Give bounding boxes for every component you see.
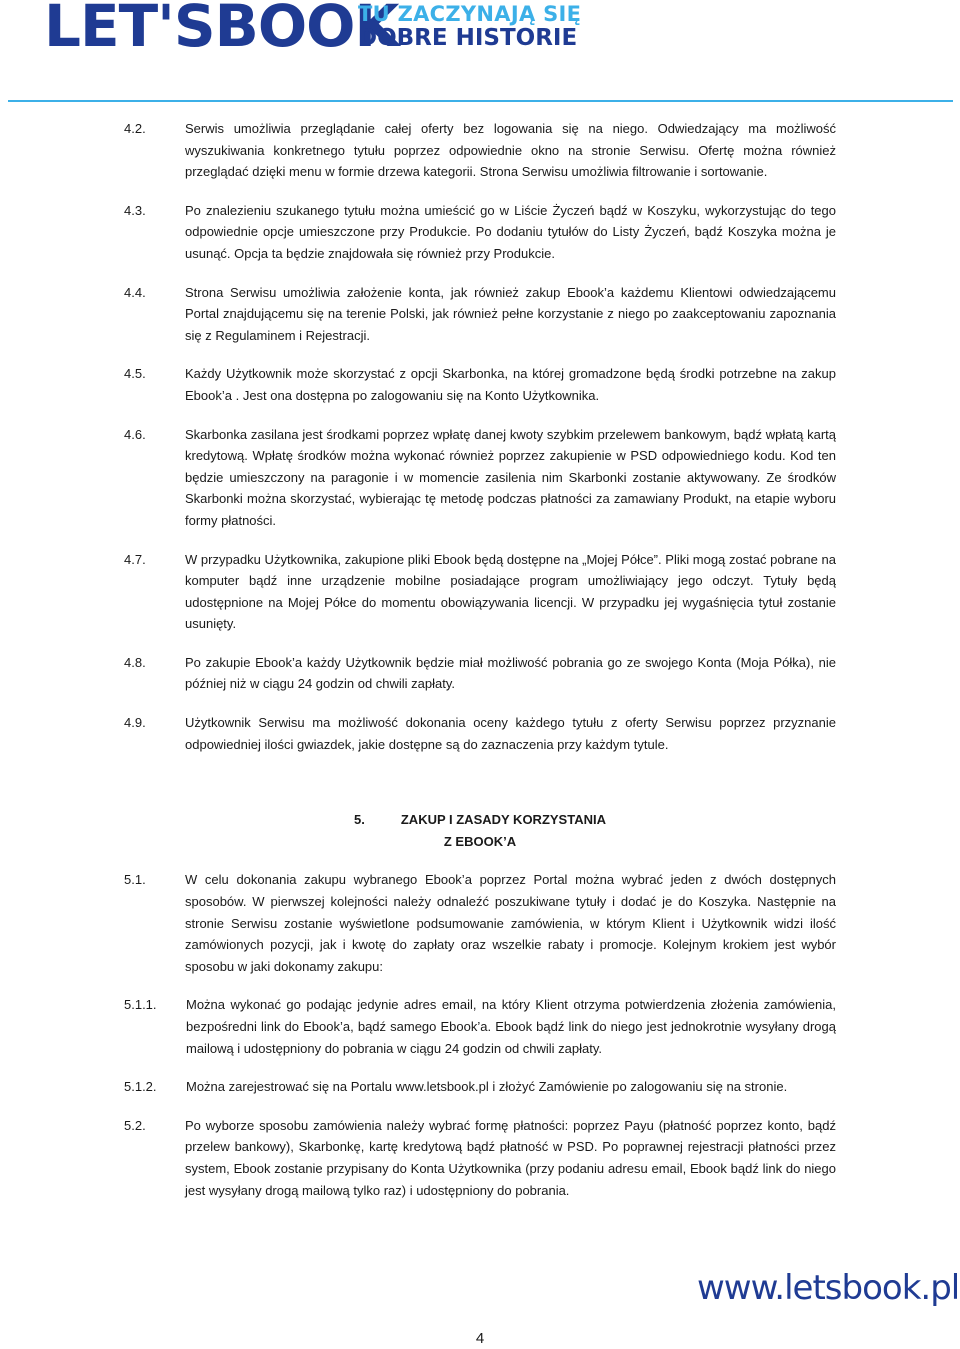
section-title-line2: Z EBOOK’A xyxy=(443,833,517,849)
header-divider xyxy=(8,100,953,102)
item-number: 4.3. xyxy=(124,202,146,218)
item-text: W przypadku Użytkownika, zakupione pliki Ebook będą dostępne na „Mojej Półce”. Pliki mogą zostać pobrane na komputer bądź inne urządzenie mobilne posiadające program umożliwiający jego odczyt. Tytuły będą udostępnione na Mojej Półce do momentu obowiązywania licencji. W przypadku jej wygaśnięcia tytuł zostanie usunięty. xyxy=(185,551,836,632)
subitems-list xyxy=(124,994,836,1097)
logo-tagline xyxy=(358,2,581,50)
list-item xyxy=(124,424,836,532)
list-item xyxy=(124,282,836,347)
item-number: 4.8. xyxy=(124,654,146,670)
list-item xyxy=(124,869,836,977)
item-text: W celu dokonania zakupu wybranego Ebook’a poprzez Portal można wybrać jeden z dwóch dostępnych sposobów. W pierwszej kolejności należy odnaleźć poszukiwane tytuły i dodać je do Koszyka. Następnie na stronie Serwisu zostanie wyświetlone podsumowanie zamówienia, w którym Klient i Użytkownik widzi ilość zamówionych pozycji, jak i kwotę do zapłaty oraz wszelkie rabaty i promocje. Kolejnym krokiem jest wybór sposobu w jaki dokonamy zakupu: xyxy=(185,872,836,974)
list-item xyxy=(124,118,836,183)
item-number: 4.4. xyxy=(124,284,146,300)
footer-url[interactable]: www.letsbook.pl xyxy=(697,1268,960,1308)
page-number: 4 xyxy=(475,1330,485,1347)
item-number: 4.7. xyxy=(124,551,146,567)
sub-list-item xyxy=(63,1076,836,1098)
item-number: 5.1. xyxy=(124,872,146,888)
item-text: Serwis umożliwia przeglądanie całej oferty bez logowania się na niego. Odwiedzający ma możliwość wyszukiwania konkretnego tytułu poprzez odpowiednie okno na stronie Serwisu. Ofertę można również przeglądać dzięki menu w formie drzewa kategorii. Strona Serwisu umożliwia filtrowanie i sortowanie. xyxy=(185,121,836,180)
list-item xyxy=(124,200,836,265)
item-text: Po znalezieniu szukanego tytułu można umieścić go w Liście Życzeń bądź w Koszyku, wykorzystując do tego odpowiednie opcje umieszczone przy Produkcie. Po dodaniu tytułów do Listy Życzeń, bądź Koszyka można je usunąć. Opcja ta będzie znajdowała się również przy Produkcie. xyxy=(185,202,836,261)
document-body xyxy=(124,118,836,1218)
letsbook-logo[interactable]: LET'SBOOK xyxy=(44,0,399,60)
item-text: Strona Serwisu umożliwia założenie konta, jak również zakup Ebook’a każdemu Klientowi odwiedzającemu Portal znajdującemu się na terenie Polski, jak również pełne korzystanie z niego po zaakceptowaniu zapoznania się z Regulaminem i Rejestracji. xyxy=(185,284,836,343)
sub-list-item xyxy=(63,994,836,1059)
section-title-line1: ZAKUP I ZASADY KORZYSTANIA xyxy=(400,812,606,828)
page-header xyxy=(0,0,960,105)
item-number: 5.1.2. xyxy=(124,1079,157,1095)
item-number: 4.2. xyxy=(124,121,146,136)
item-text: Można wykonać go podając jedynie adres email, na który Klient otrzyma potwierdzenia złożenia zamówienia, bezpośredni link do Ebook’a, bądź samego Ebook’a. Ebook bądź link do niego jest jednokrotnie wysyłany drogą mailową i udostępniony do pobrania w ciągu 24 godzin od chwili zapłaty. xyxy=(186,997,836,1056)
section-heading xyxy=(124,809,836,852)
item-number: 5.2. xyxy=(124,1117,146,1133)
list-item xyxy=(124,363,836,406)
list-item xyxy=(124,549,836,635)
item-number: 4.5. xyxy=(124,366,146,382)
item-text: Skarbonka zasilana jest środkami poprzez wpłatę danej kwoty szybkim przelewem bankowym, bądź wpłatą kartą kredytową. Wpłatę środków można wykonać również poprzez zakupienie w PSD odpowiedniego kodu. Kod ten będzie umieszczony na paragonie i w momencie zasilenia nim Skarbonki zostanie aktywowany. Ze środków Skarbonki można skorzystać, wybierając tę metodę podczas płatności za zamawiany Produkt, na etapie wyboru formy płatności. xyxy=(185,426,836,528)
section-4-items xyxy=(124,118,836,755)
list-item xyxy=(124,712,836,755)
tagline-line2: DOBRE HISTORIE xyxy=(358,25,578,51)
item-text: Po zakupie Ebook’a każdy Użytkownik będzie miał możliwość pobrania go ze swojego Konta (Moja Półka), nie później niż w ciągu 24 godzin od chwili zapłaty. xyxy=(185,654,836,692)
item-number: 5.1.1. xyxy=(124,997,157,1013)
item-number: 4.6. xyxy=(124,426,146,442)
tagline-line1: TU ZACZYNAJĄ SIĘ xyxy=(358,2,582,26)
item-text: Użytkownik Serwisu ma możliwość dokonania oceny każdego tytułu z oferty Serwisu poprzez przyznanie odpowiedniej ilości gwiazdek, jakie dostępne są do zaznaczenia przy każdym tytule. xyxy=(185,715,836,752)
list-item xyxy=(124,652,836,695)
item-text: Po wyborze sposobu zamówienia należy wybrać formę płatności: poprzez Payu (płatność poprzez konto, bądź przelew bankowy), Skarbonkę, kartę kredytową bądź płatność w PSD. Po poprawnej rejestracji płatności przez system, Ebook zostanie przypisany do Konta Użytkownika (przy podaniu adresu email, Ebook bądź link do niego jest wysyłany drogą mailową tylko raz) i udostępniony do pobrania. xyxy=(185,1117,836,1198)
item-text: Można zarejestrować się na Portalu www.letsbook.pl i złożyć Zamówienie po zalogowaniu się na stronie. xyxy=(186,1079,788,1095)
list-item xyxy=(124,1115,836,1201)
section-number: 5. xyxy=(354,812,365,828)
item-text: Każdy Użytkownik może skorzystać z opcji Skarbonka, na której gromadzone będą środki potrzebne na zakup Ebook’a . Jest ona dostępna po zalogowaniu się na Konto Użytkownika. xyxy=(185,366,836,403)
item-number: 4.9. xyxy=(124,715,146,731)
